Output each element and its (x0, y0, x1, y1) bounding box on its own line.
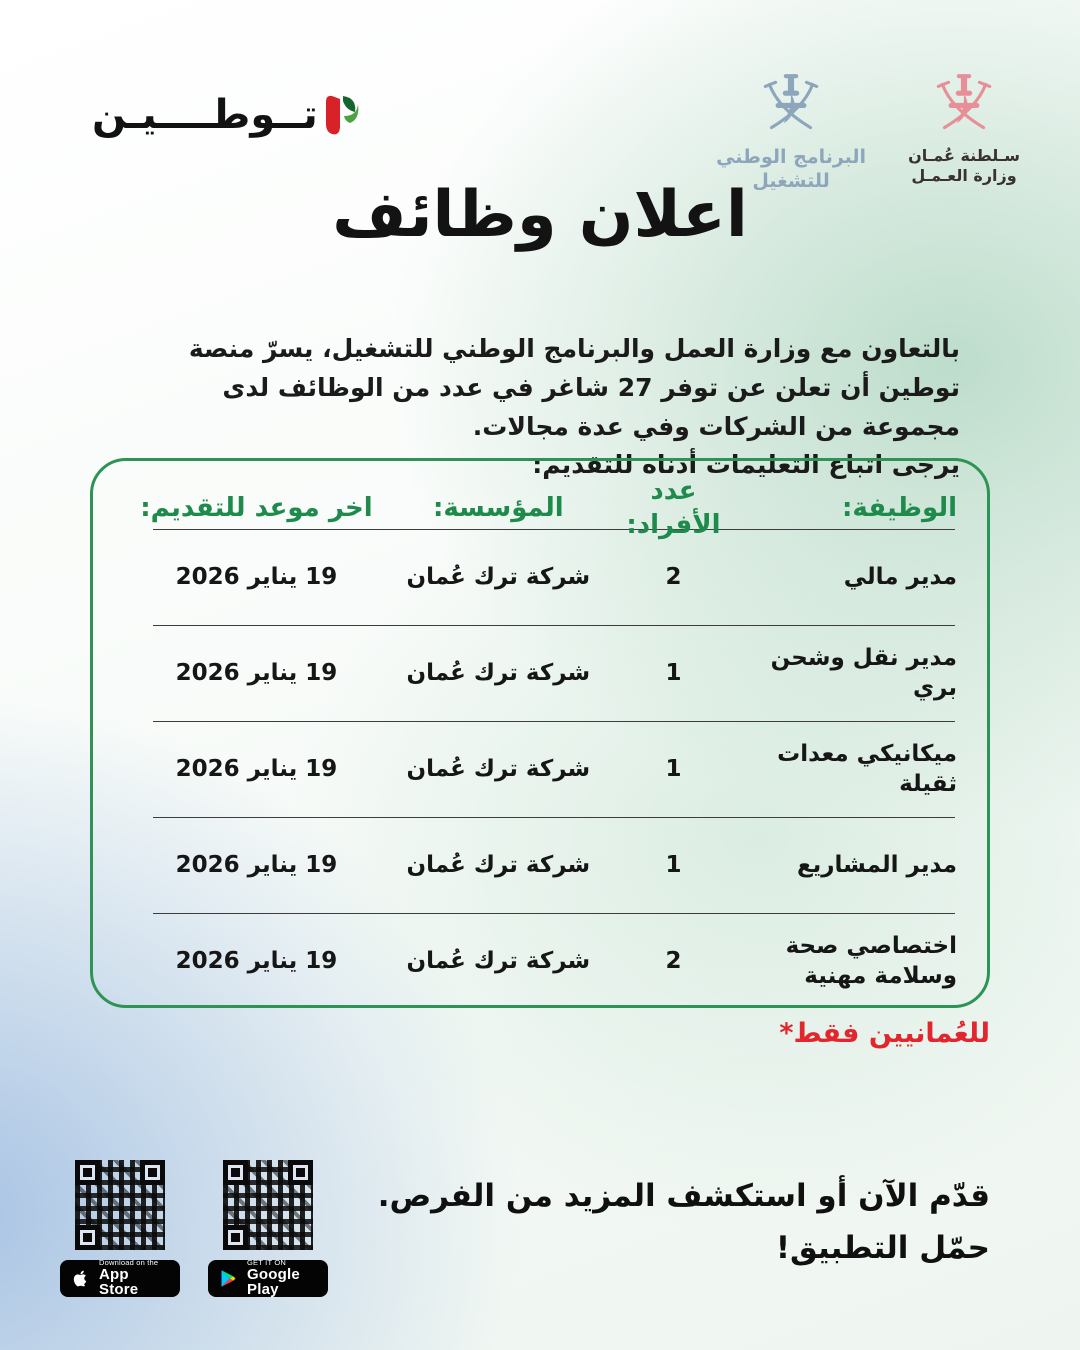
header-count: عدد الأفراد: (626, 476, 721, 540)
table-row (123, 722, 957, 817)
cell-count: 2 (665, 563, 682, 590)
nep-logo (716, 70, 866, 194)
table-row (123, 530, 957, 625)
gplay-tagline: GET IT ON (247, 1257, 287, 1267)
ministry-of-labour-logo (908, 70, 1020, 186)
apple-icon (70, 1268, 91, 1289)
table-row (123, 818, 957, 913)
omanis-only-note: للعُمانيين فقط* (779, 1018, 990, 1049)
gplay-badge-text (247, 1259, 318, 1298)
cell-job: مدير المشاريع (796, 851, 957, 878)
ministry-emblem-icon (927, 70, 1001, 142)
page-title: اعلان وظائف (332, 178, 748, 252)
appstore-column (60, 1160, 180, 1297)
store-downloads (60, 1160, 328, 1297)
cell-job: اختصاصي صحة وسلامة مهنية (785, 932, 957, 989)
cell-count: 1 (665, 851, 682, 878)
government-logos (716, 70, 1020, 194)
cell-org: شركة ترك عُمان (406, 755, 591, 782)
table-row (123, 626, 957, 721)
appstore-badge[interactable] (60, 1257, 180, 1299)
nep-text-line1: البرنامج الوطني (716, 146, 867, 168)
qr-finder-icon (75, 1225, 100, 1250)
tawteen-wordmark: تــوطــــيـن (92, 92, 318, 138)
gplay-badge[interactable] (208, 1257, 328, 1299)
cell-deadline: 19 يناير 2026 (175, 947, 338, 974)
jobs-table-card (90, 458, 990, 1008)
cell-job: مدير مالي (843, 563, 957, 590)
cell-deadline: 19 يناير 2026 (175, 851, 338, 878)
nep-emblem-icon (754, 70, 828, 142)
header-deadline: اخر موعد للتقديم: (140, 492, 373, 523)
cell-deadline: 19 يناير 2026 (175, 563, 338, 590)
google-play-icon (218, 1268, 239, 1289)
intro-instruction: يرجى اتباع التعليمات أدناه للتقديم: (532, 450, 960, 480)
header-org: المؤسسة: (433, 492, 564, 523)
gplay-label: Google Play (247, 1265, 300, 1299)
table-header-row (123, 475, 957, 540)
qr-finder-icon (140, 1160, 165, 1185)
cell-deadline: 19 يناير 2026 (175, 755, 338, 782)
cell-deadline: 19 يناير 2026 (175, 659, 338, 686)
appstore-qr-code[interactable] (75, 1160, 165, 1250)
gplay-column (208, 1160, 328, 1297)
cell-count: 2 (665, 947, 682, 974)
cell-count: 1 (665, 755, 682, 782)
tawteen-logo (92, 92, 360, 138)
cell-org: شركة ترك عُمان (406, 659, 591, 686)
cell-job: ميكانيكي معدات ثقيلة (777, 740, 957, 797)
cell-org: شركة ترك عُمان (406, 563, 591, 590)
header-job: الوظيفة: (842, 492, 957, 523)
appstore-tagline: Download on the (99, 1257, 159, 1267)
cell-count: 1 (665, 659, 682, 686)
cell-job: مدير نقل وشحن بري (770, 644, 957, 701)
cta-text (378, 1176, 990, 1281)
table-row (123, 914, 957, 1009)
qr-finder-icon (288, 1160, 313, 1185)
gplay-qr-code[interactable] (223, 1160, 313, 1250)
ministry-text-line2: وزارة العـمـل (911, 166, 1017, 185)
qr-finder-icon (75, 1160, 100, 1185)
cta-line2: حمّل التطبيق! (775, 1230, 990, 1267)
cell-org: شركة ترك عُمان (406, 851, 591, 878)
qr-finder-icon (223, 1160, 248, 1185)
ministry-text-line1: سـلطنة عُمـان (908, 146, 1020, 165)
qr-finder-icon (223, 1225, 248, 1250)
cta-line1: قدّم الآن أو استكشف المزيد من الفرص. (377, 1178, 990, 1214)
cell-org: شركة ترك عُمان (406, 947, 591, 974)
nep-text-line2: للتشغيل (752, 169, 830, 192)
tawteen-logo-icon (324, 92, 360, 138)
intro-paragraph: بالتعاون مع وزارة العمل والبرنامج الوطني للتشغيل، يسرّ منصة توطين أن تعلن عن توفر 27 شاغر في عدد من الوظائف لدى مجموعة من الشركات وفي عدة مجالات. (188, 334, 960, 441)
appstore-badge-text (99, 1259, 170, 1298)
appstore-label: App Store (99, 1265, 139, 1299)
